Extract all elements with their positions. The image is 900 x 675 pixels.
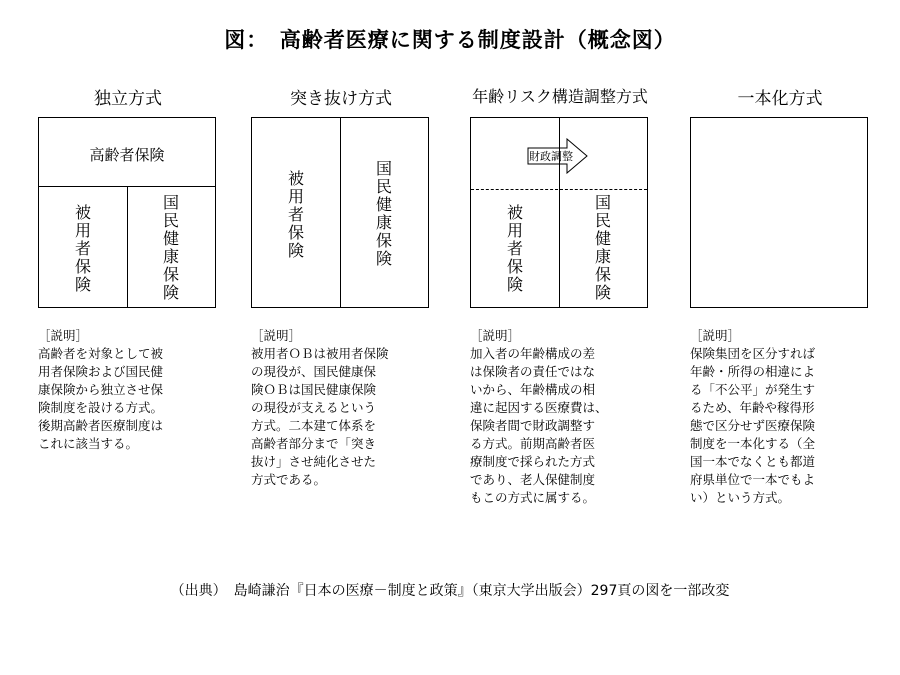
description-line: であり、老人保健制度: [470, 472, 596, 487]
fiscal-adjustment-label: 財政調整: [529, 150, 573, 163]
scheme-box: [470, 117, 648, 308]
source-citation: （出典） 島崎謙治『日本の医療－制度と政策』（東京大学出版会）297頁の図を一部改変: [170, 583, 730, 599]
employee-insurance-label: 被用者保険: [506, 203, 523, 294]
description-line: い）という方式。: [690, 490, 791, 505]
description-line: 加入者の年齢構成の差: [470, 346, 596, 361]
description: [470, 327, 648, 507]
national-health-insurance-label: 国民健康保険: [594, 193, 611, 302]
description-line: 後期高齢者医療制度は: [38, 418, 164, 433]
description-line: もこの方式に属する。: [470, 490, 596, 505]
description-line: 高齢者部分まで「突き: [251, 436, 377, 451]
column-heading: 独立方式: [94, 89, 162, 109]
description-heading: ［説明］: [251, 328, 302, 343]
description-line: は保険者の責任ではな: [470, 364, 596, 379]
description-line: 態で区分せず医療保険: [690, 418, 816, 433]
description-line: 高齢者を対象として被: [38, 346, 164, 361]
description-heading: ［説明］: [38, 328, 89, 343]
description-line: の現役が支えるという: [251, 400, 377, 415]
description-line: 府県単位で一本でもよ: [690, 472, 816, 487]
description-line: 方式。二本建て体系を: [251, 418, 377, 433]
column-age-risk-adjustment: [470, 0, 650, 675]
description-line: 保険者間で財政調整す: [470, 418, 596, 433]
employee-insurance-label: 被用者保険: [74, 203, 91, 294]
scheme-box: [251, 117, 429, 308]
description-line: 被用者ＯＢは被用者保険: [251, 346, 389, 361]
column-heading: 年齢リスク構造調整方式: [472, 87, 648, 106]
description-line: 年齢・所得の相違によ: [690, 364, 816, 379]
scheme-box: [38, 117, 216, 308]
description-line: 国一本でなくとも都道: [690, 454, 816, 469]
box-divider: [127, 186, 128, 307]
description-line: 療制度で採られた方式: [470, 454, 596, 469]
diagram-title: 図： 高齢者医療に関する制度設計（概念図）: [224, 28, 676, 52]
description-line: る方式。前期高齢者医: [470, 436, 596, 451]
description: [690, 327, 868, 507]
column-pass-through: [251, 0, 431, 675]
box-divider: [559, 118, 560, 307]
description-line: 康保険から独立させ保: [38, 382, 164, 397]
description-line: 険制度を設ける方式。: [38, 400, 164, 415]
description-line: 違に起因する医療費は、: [470, 400, 608, 415]
column-heading: 一本化方式: [737, 89, 823, 109]
description-line: 抜け」させ純化させた: [251, 454, 377, 469]
box-divider: [340, 118, 341, 307]
description-line: る「不公平」が発生す: [690, 382, 816, 397]
description-heading: ［説明］: [470, 328, 521, 343]
description-heading: ［説明］: [690, 328, 741, 343]
description: [38, 327, 216, 453]
scheme-box: [690, 117, 868, 308]
national-health-insurance-label: 国民健康保険: [375, 159, 392, 268]
description-line: 険ＯＢは国民健康保険: [251, 382, 377, 397]
description-line: の現役が、国民健康保: [251, 364, 377, 379]
description-line: 用者保険および国民健: [38, 364, 164, 379]
description-line: いから、年齢構成の相: [470, 382, 596, 397]
description-line: 制度を一本化する（全: [690, 436, 816, 451]
description-line: これに該当する。: [38, 436, 139, 451]
description-line: るため、年齢や稼得形: [690, 400, 815, 415]
description: [251, 327, 429, 489]
description-line: 方式である。: [251, 472, 327, 487]
elderly-insurance-label: 高齢者保険: [89, 146, 165, 164]
employee-insurance-label: 被用者保険: [287, 169, 304, 260]
column-unified: [690, 0, 870, 675]
description-line: 保険集団を区分すれば: [690, 346, 816, 361]
fiscal-adjustment-arrow-icon: [527, 138, 589, 174]
column-independent: [38, 0, 218, 675]
column-heading: 突き抜け方式: [290, 89, 392, 109]
national-health-insurance-label: 国民健康保険: [162, 193, 179, 302]
